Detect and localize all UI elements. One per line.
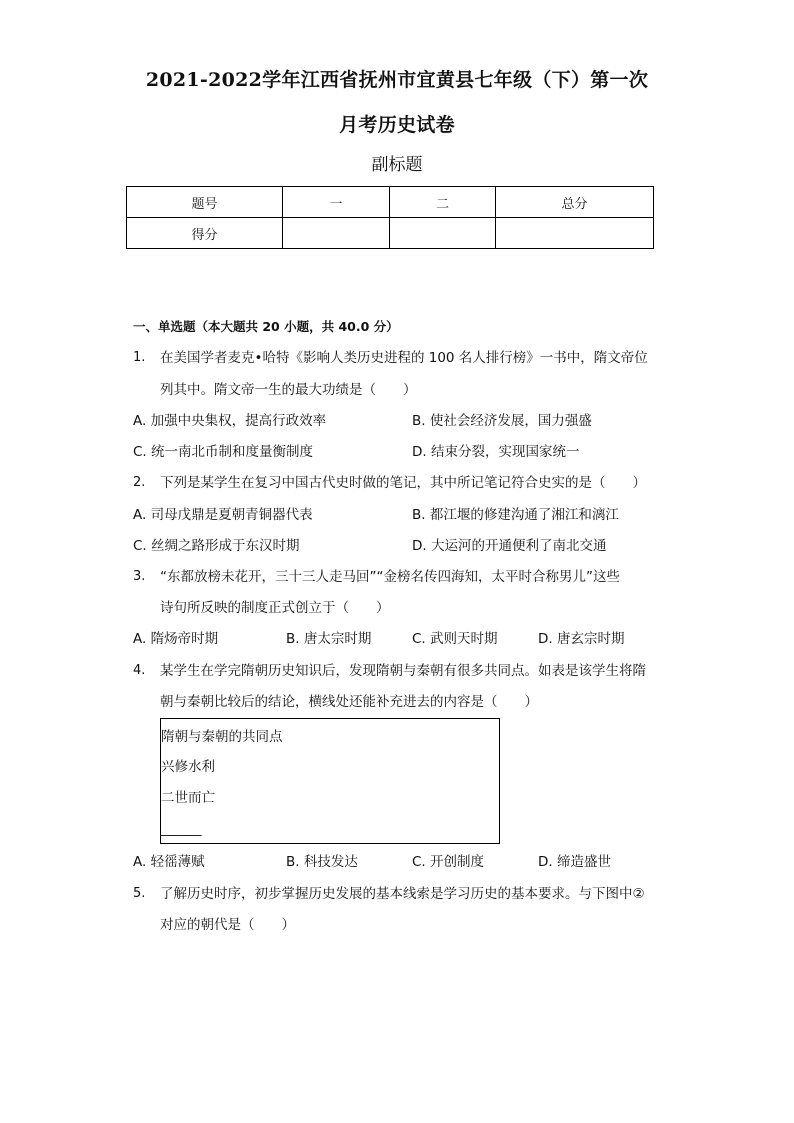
question-number: 3. — [133, 569, 146, 584]
option-c[interactable]: C. 丝绸之路形成于东汉时期 — [133, 538, 300, 554]
comparison-table-row: 二世而亡 — [161, 790, 215, 806]
question-text-line: 某学生在学完隋朝历史知识后，发现隋朝与秦朝有很多共同点。如表是该学生将隋 — [160, 663, 646, 679]
option-c[interactable]: C. 武则天时期 — [412, 631, 498, 647]
comparison-table — [160, 718, 500, 844]
option-d[interactable]: D. 缔造盛世 — [538, 854, 611, 870]
document-title-line-1: 2021-2022学年江西省抚州市宜黄县七年级（下）第一次 — [145, 69, 649, 91]
option-d[interactable]: D. 唐玄宗时期 — [538, 631, 625, 647]
option-a[interactable]: A. 轻徭薄赋 — [133, 854, 205, 870]
question-text-line: “东都放榜未花开，三十三人走马回”“金榜名传四海知，太平时合称男儿”这些 — [160, 569, 620, 585]
question-number: 5. — [133, 886, 146, 901]
score-cell-part-one[interactable] — [283, 218, 390, 249]
document-subtitle: 副标题 — [371, 155, 423, 175]
score-header-part-two: 二 — [390, 187, 496, 218]
score-cell-part-two[interactable] — [390, 218, 496, 249]
comparison-table-blank: ______ — [161, 821, 202, 837]
option-b[interactable]: B. 都江堰的修建沟通了湘江和漓江 — [412, 507, 619, 523]
question-text-line: 下列是某学生在复习中国古代史时做的笔记，其中所记笔记符合史实的是（ ） — [160, 475, 646, 491]
section-heading: 一、单选题（本大题共 20 小题，共 40.0 分） — [133, 319, 399, 334]
question-text-line: 在美国学者麦克•哈特《影响人类历史进程的 100 名人排行榜》一书中，隋文帝位 — [160, 350, 648, 366]
option-c[interactable]: C. 开创制度 — [412, 854, 485, 870]
option-c[interactable]: C. 统一南北币制和度量衡制度 — [133, 444, 314, 460]
score-table-score-row — [127, 218, 654, 249]
option-a[interactable]: A. 隋炀帝时期 — [133, 631, 219, 647]
option-a[interactable]: A. 加强中央集权，提高行政效率 — [133, 413, 327, 429]
option-d[interactable]: D. 大运河的开通便利了南北交通 — [412, 538, 607, 554]
comparison-table-row: 隋朝与秦朝的共同点 — [161, 729, 283, 745]
question-text-line: 列其中。隋文帝一生的最大功绩是（ ） — [160, 382, 417, 398]
question-number: 1. — [133, 350, 146, 365]
comparison-table-row: 兴修水利 — [161, 759, 215, 775]
document-title-line-2: 月考历史试卷 — [339, 114, 455, 136]
score-header-question-number: 题号 — [127, 187, 283, 218]
option-b[interactable]: B. 使社会经济发展，国力强盛 — [412, 413, 592, 429]
score-header-part-one: 一 — [283, 187, 390, 218]
question-text-line: 对应的朝代是（ ） — [160, 917, 295, 933]
question-number: 2. — [133, 475, 146, 490]
question-text-line: 朝与秦朝比较后的结论，横线处还能补充进去的内容是（ ） — [160, 694, 538, 710]
question-text-line: 了解历史时序，初步掌握历史发展的基本线索是学习历史的基本要求。与下图中② — [160, 886, 645, 902]
option-b[interactable]: B. 科技发达 — [286, 854, 358, 870]
option-b[interactable]: B. 唐太宗时期 — [286, 631, 372, 647]
question-number: 4. — [133, 663, 146, 678]
score-table — [126, 186, 654, 249]
score-cell-total[interactable] — [496, 218, 654, 249]
question-text-line: 诗句所反映的制度正式创立于（ ） — [160, 600, 390, 616]
option-a[interactable]: A. 司母戊鼎是夏朝青铜器代表 — [133, 507, 313, 523]
option-d[interactable]: D. 结束分裂，实现国家统一 — [412, 444, 580, 460]
score-table-header-row — [127, 187, 654, 218]
score-header-total: 总分 — [496, 187, 654, 218]
score-row-label: 得分 — [127, 218, 283, 249]
